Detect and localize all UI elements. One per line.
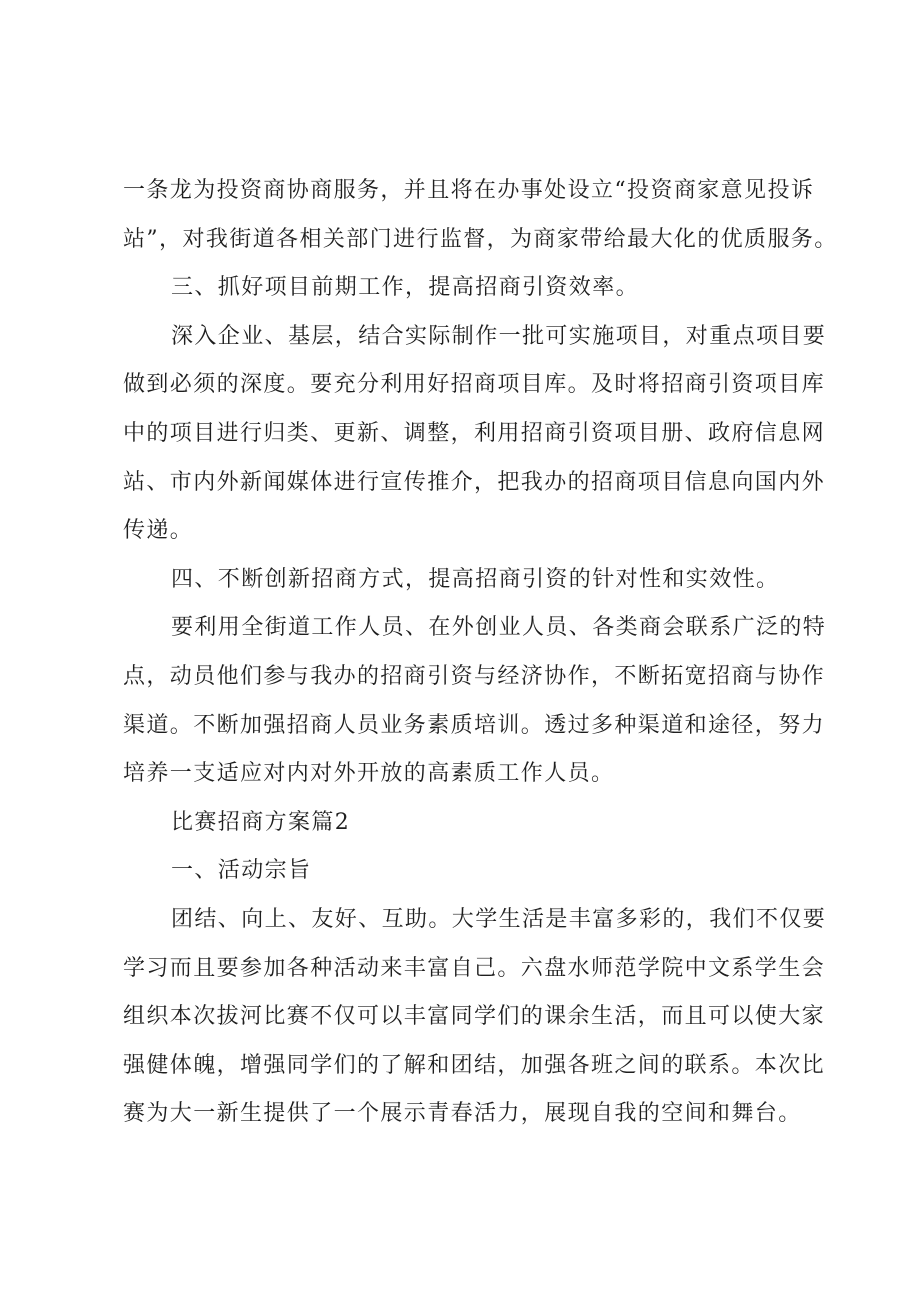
- section-heading: 三、抓好项目前期工作，提高招商引资效率。: [171, 275, 640, 301]
- text-line: 培养一支适应对内对外开放的高素质工作人员。: [123, 761, 615, 787]
- text-line: 要利用全街道工作人员、在外创业人员、各类商会联系广泛的特: [171, 615, 827, 641]
- text-line: 站”，对我街道各相关部门进行监督，为商家带给最大化的优质服务。: [123, 226, 838, 252]
- text-line: 团结、向上、友好、互助。大学生活是丰富多彩的，我们不仅要: [171, 906, 827, 932]
- text-line: 点，动员他们参与我办的招商引资与经济协作，不断拓宽招商与协作: [123, 663, 826, 689]
- text-line: 传递。: [123, 518, 194, 544]
- text-line: 一条龙为投资商协商服务，并且将在办事处设立“投资商家意见投诉: [123, 178, 815, 203]
- text-line: 强健体魄，增强同学们的了解和团结，加强各班之间的联系。本次比: [123, 1052, 826, 1078]
- document-title: 比赛招商方案篇2: [171, 809, 351, 835]
- text-line: 站、市内外新闻媒体进行宣传推介，把我办的招商项目信息向国内外: [123, 469, 826, 495]
- text-line: 渠道。不断加强招商人员业务素质培训。透过多种渠道和途径，努力: [123, 712, 826, 738]
- document-body: [123, 167, 838, 1139]
- text-line: 组织本次拔河比赛不仅可以丰富同学们的课余生活，而且可以使大家: [123, 1004, 826, 1030]
- text-line: 做到必须的深度。要充分利用好招商项目库。及时将招商引资项目库: [123, 372, 826, 398]
- section-heading: 一、活动宗旨: [171, 858, 312, 884]
- text-line: 学习而且要参加各种活动来丰富自己。六盘水师范学院中文系学生会: [123, 955, 826, 981]
- text-line: 赛为大一新生提供了一个展示青春活力，展现自我的空间和舞台。: [123, 1101, 802, 1127]
- text-line: 中的项目进行归类、更新、调整，利用招商引资项目册、政府信息网: [123, 420, 826, 446]
- section-heading: 四、不断创新招商方式，提高招商引资的针对性和实效性。: [171, 566, 780, 592]
- text-line: 深入企业、基层，结合实际制作一批可实施项目，对重点项目要: [171, 323, 827, 349]
